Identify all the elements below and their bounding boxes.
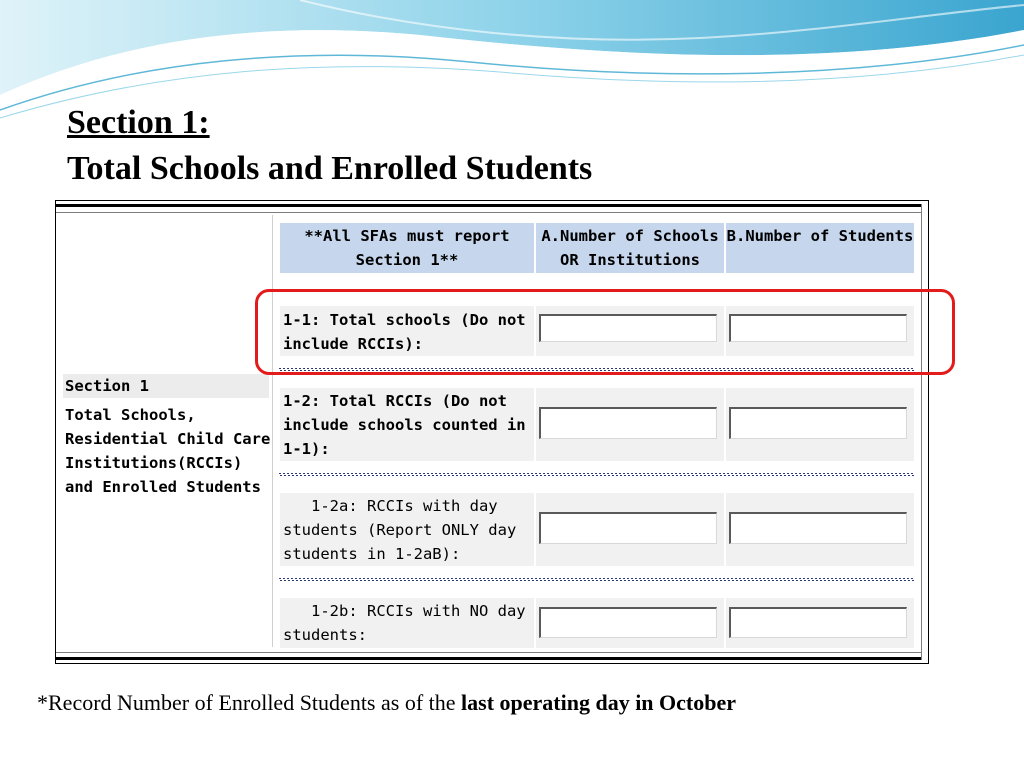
section-heading: Section 1 [63, 374, 269, 398]
row-1-2-students-input[interactable] [729, 407, 907, 439]
row-1-2b-students-input[interactable] [729, 607, 907, 638]
footnote [37, 690, 736, 716]
frame-top-border [56, 204, 921, 213]
row-label-1-2: 1-2: Total RCCIs (Do not include schools counted in 1-1): [280, 388, 534, 461]
section-description: Total Schools, Residential Child Care Institutions(RCCIs) and Enrolled Students [65, 406, 271, 496]
row-1-2-cell-a [536, 388, 724, 461]
row-separator [279, 472, 914, 477]
section-sidebar [56, 215, 273, 647]
form-screenshot [55, 200, 929, 664]
row-1-2-schools-input[interactable] [539, 407, 717, 439]
frame-bottom-border [56, 652, 921, 660]
slide-title-subtitle: Total Schools and Enrolled Students [67, 150, 593, 187]
row-1-2b-cell-a [536, 598, 724, 648]
row-1-2a-cell-a [536, 493, 724, 566]
row-1-2b-cell-b [726, 598, 914, 648]
row-separator [279, 577, 914, 582]
row-1-2-cell-b [726, 388, 914, 461]
column-header-label: **All SFAs must report Section 1** [280, 223, 534, 273]
row-label-1-2b: 1-2b: RCCIs with NO day students: [280, 598, 534, 648]
row-label-1-1: 1-1: Total schools (Do not include RCCIs): [280, 306, 534, 356]
row-1-2a-schools-input[interactable] [539, 512, 717, 544]
row-1-2a-students-input[interactable] [729, 512, 907, 544]
row-1-2b-schools-input[interactable] [539, 607, 717, 638]
row-1-2a-cell-b [726, 493, 914, 566]
row-label-1-2a: 1-2a: RCCIs with day students (Report ONLY day students in 1-2aB): [280, 493, 534, 566]
highlight-callout-row-1-1 [255, 289, 955, 375]
column-header-schools: A.Number of Schools OR Institutions [536, 223, 724, 273]
footnote-emphasis: last operating day in October [461, 690, 737, 715]
footnote-text: *Record Number of Enrolled Students as of the [37, 690, 462, 715]
column-header-students: B.Number of Students [726, 223, 914, 273]
slide-title-section: Section 1: [67, 104, 210, 141]
frame-right-border [921, 204, 922, 660]
slide-title [67, 100, 592, 192]
